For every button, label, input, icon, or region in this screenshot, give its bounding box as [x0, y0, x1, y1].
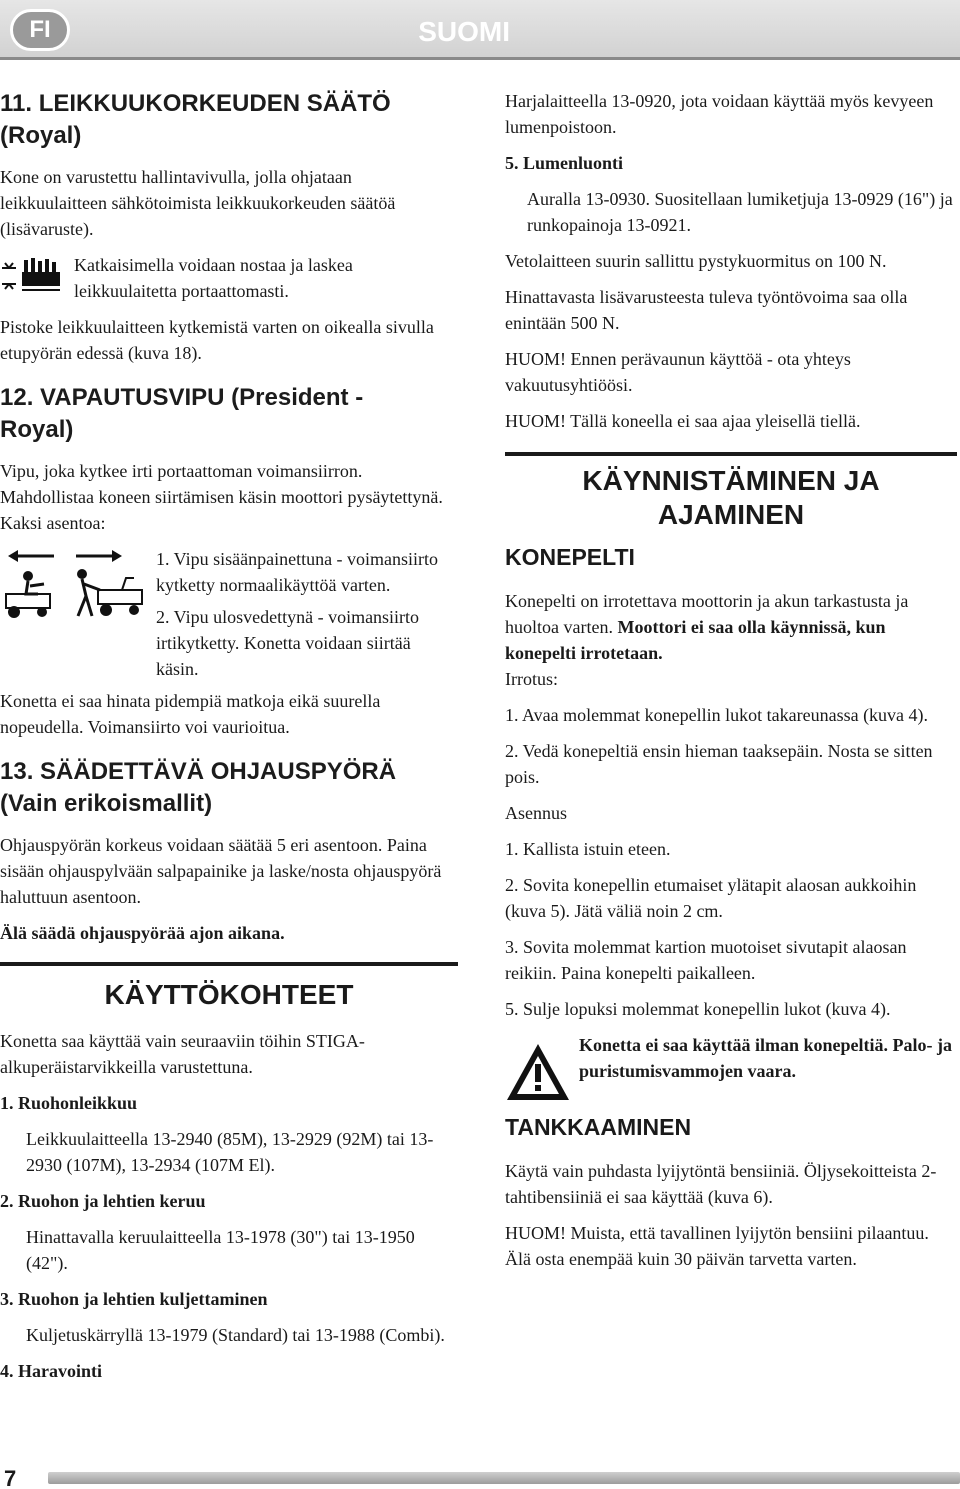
language-title: SUOMI	[418, 16, 510, 47]
hood-install-step-2: 2. Sovita konepellin etumaiset ylätapit alaosan aukkoihin (kuva 5). Jätä väliä noin 2 cm.	[505, 875, 917, 921]
hood-install-step-1: 1. Kallista istuin eteen.	[505, 839, 671, 859]
release-lever-illustration	[0, 546, 150, 626]
divider-rule	[505, 452, 957, 456]
usage-list	[0, 1090, 458, 1384]
section-12-towing-note: Konetta ei saa hinata pidempiä matkoja eikä suurella nopeudella. Voimansiirto voi vaurioitua.	[0, 691, 381, 737]
brush-attachment-text: Harjalaitteella 13-0920, jota voidaan käyttää myös kevyeen lumenpoistoon.	[505, 91, 934, 137]
section-11-plug-info: Pistoke leikkuulaitteen kytkemistä varten on oikealla sivulla etupyörän edessä (kuva 18).	[0, 317, 434, 363]
push-force-note: Hinattavasta lisävarusteesta tuleva työntövoima saa olla enintään 500 N.	[505, 287, 908, 333]
usage-item: 3. Ruohon ja lehtien kuljettaminen Kuljetuskärryllä 13-1979 (Standard) tai 13-1988 (Combi).	[0, 1289, 445, 1345]
hood-removal-step-2: 2. Vedä konepeltiä ensin hieman taaksepäin. Nosta se sitten pois.	[505, 741, 933, 787]
hood-subtitle: KONEPELTI	[505, 544, 635, 570]
cutting-height-switch-note	[0, 252, 458, 304]
right-column	[505, 88, 957, 1272]
refuel-subtitle: TANKKAAMINEN	[505, 1114, 692, 1140]
section-11-title: 11. LEIKKUUKORKEUDEN SÄÄTÖ (Royal)	[0, 90, 391, 149]
usage-item-5-body: Auralla 13-0930. Suositellaan lumiketjuja 13-0929 (16") ja runkopainoja 13-0921.	[527, 189, 953, 235]
hood-warning	[505, 1032, 957, 1102]
hood-warning-text: Konetta ei saa käyttää ilman konepeltiä. Palo- ja puristumisvammojen vaara.	[579, 1035, 952, 1081]
hood-removal-label: Irrotus:	[505, 669, 558, 689]
usage-item: 1. Ruohonleikkuu Leikkuulaitteella 13-2940 (85M), 13-2929 (92M) tai 13-2930 (107M), 13-2934 (107M El).	[0, 1093, 434, 1175]
starting-section-title: KÄYNNISTÄMINEN JA AJAMINEN	[582, 465, 880, 530]
hood-intro: Konepelti on irrotettava moottorin ja akun tarkastusta ja huoltoa varten. Moottori ei saa olla käynnissä, kun konepelti irrotetaan.	[505, 591, 909, 663]
hood-install-step-3: 3. Sovita molemmat kartion muotoiset sivutapit alaosan reikiin. Paina konepelti paikalleen.	[505, 937, 907, 983]
page-header	[0, 0, 960, 60]
tow-load-note: Vetolaitteen suurin sallittu pystykuormitus on 100 N.	[505, 251, 887, 271]
section-13-warning: Älä säädä ohjauspyörää ajon aikana.	[0, 923, 285, 943]
section-12-title: 12. VAPAUTUSVIPU (President - Royal)	[0, 384, 364, 443]
left-column	[0, 88, 458, 1384]
section-13-title: 13. SÄÄDETTÄVÄ OHJAUSPYÖRÄ (Vain erikoismallit)	[0, 758, 397, 817]
refuel-storage-note: HUOM! Muista, että tavallinen lyijytön bensiini pilaantuu. Älä osta enempää kuin 30 päivän tarvetta varten.	[505, 1223, 929, 1269]
cutting-height-switch-icon	[0, 252, 66, 300]
release-lever-positions	[0, 546, 458, 682]
trailer-insurance-note: HUOM! Ennen perävaunun käyttöä - ota yhteys vakuutusyhtiöösi.	[505, 349, 851, 395]
usage-section-title: KÄYTTÖKOHTEET	[104, 979, 354, 1010]
language-code-badge: FI	[10, 9, 70, 51]
public-road-note: HUOM! Tällä koneella ei saa ajaa yleisellä tiellä.	[505, 411, 861, 431]
lever-position-2: 2. Vipu ulosvedettynä - voimansiirto irtikytketty. Konetta voidaan siirtää käsin.	[156, 607, 420, 679]
hood-install-step-5: 5. Sulje lopuksi molemmat konepellin lukot (kuva 4).	[505, 999, 891, 1019]
switch-note-text: Katkaisimella voidaan nostaa ja laskea leikkuulaitetta portaattomasti.	[74, 255, 353, 301]
divider-rule	[0, 962, 458, 966]
usage-item: 4. Haravointi	[0, 1361, 102, 1381]
section-13-intro: Ohjauspyörän korkeus voidaan säätää 5 eri asentoon. Paina sisään ohjauspylvään salpapainike ja laske/nosta ohjauspyörä haluttuun asentoon.	[0, 835, 442, 907]
hood-removal-step-1: 1. Avaa molemmat konepellin lukot takareunassa (kuva 4).	[505, 705, 929, 725]
section-12-intro: Vipu, joka kytkee irti portaattoman voimansiirron. Mahdollistaa koneen siirtämisen käsin moottori pysäytettynä. Kaksi asentoa:	[0, 461, 443, 533]
usage-item-5-head: 5. Lumenluonti	[505, 153, 624, 173]
refuel-fuel-note: Käytä vain puhdasta lyijytöntä bensiiniä. Öljysekoitteista 2-tahtibensiiniä ei saa käyttää (kuva 6).	[505, 1161, 937, 1207]
hood-install-label: Asennus	[505, 803, 567, 823]
lever-position-list	[150, 546, 450, 682]
page-number: 7	[4, 1466, 17, 1489]
usage-item: 2. Ruohon ja lehtien keruu Hinattavalla keruulaitteella 13-1978 (30") tai 13-1950 (42").	[0, 1191, 415, 1273]
lever-position-1: 1. Vipu sisäänpainettuna - voimansiirto kytketty normaalikäyttöä varten.	[156, 549, 439, 595]
usage-intro: Konetta saa käyttää vain seuraaviin töihin STIGA-alkuperäistarvikkeilla varustettuna.	[0, 1031, 365, 1077]
warning-triangle-icon	[505, 1042, 571, 1102]
footer-bar	[48, 1472, 960, 1484]
section-11-intro: Kone on varustettu hallintavivulla, jolla ohjataan leikkuulaitteen sähkötoimista leikkuukorkeuden säätöä (lisävaruste).	[0, 167, 396, 239]
